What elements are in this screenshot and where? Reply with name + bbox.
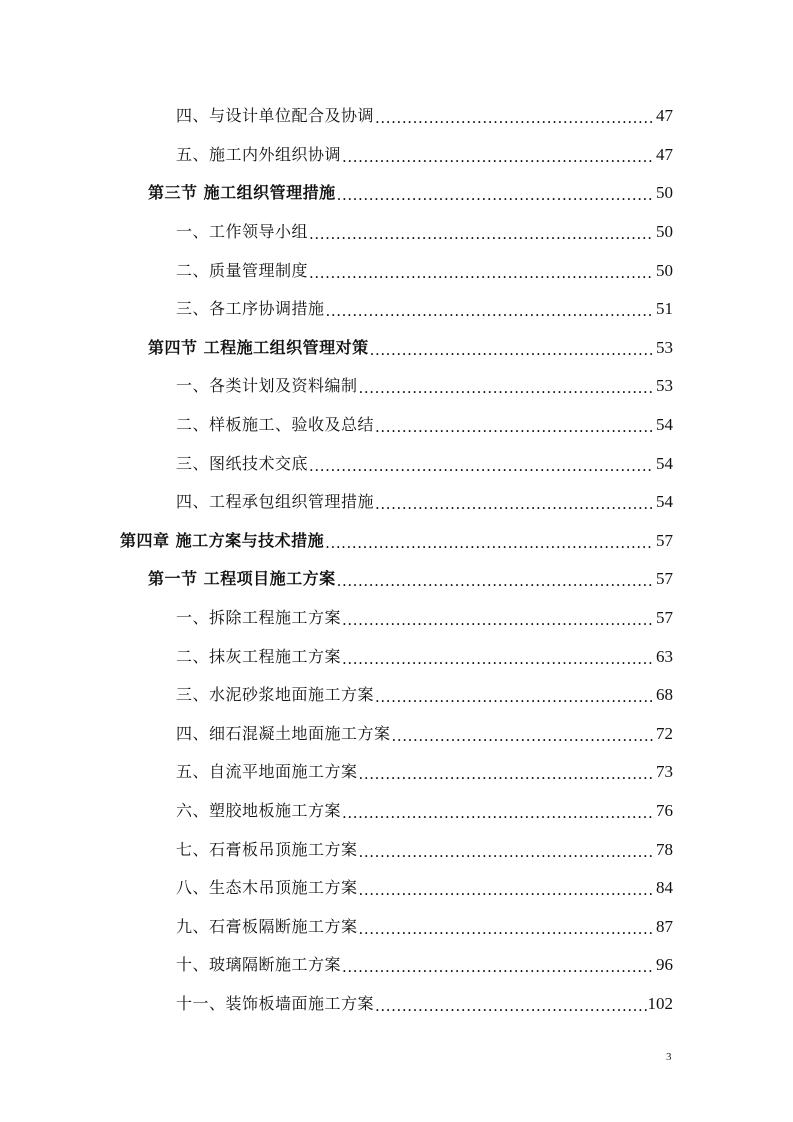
toc-entry-page: 63 [656,646,673,666]
toc-entry-page: 68 [656,685,673,705]
toc-entry-title: 第四章 施工方案与技术措施 [120,530,325,550]
toc-entry-title: 二、质量管理制度 [176,260,309,280]
toc-dot-leader [342,803,654,823]
toc-entry-page: 54 [656,492,673,512]
toc-entry-page: 57 [656,530,673,550]
toc-dot-leader [359,880,654,900]
toc-dot-leader [342,957,654,977]
toc-entry-page: 47 [656,144,673,164]
toc-entry-page: 84 [656,878,673,898]
toc-dot-leader [375,494,654,514]
toc-section-heading[interactable] [0,329,793,368]
toc-dot-leader [359,842,654,862]
toc-dot-leader [309,456,654,476]
toc-entry-title: 二、抹灰工程施工方案 [176,646,342,666]
toc-chapter-heading[interactable] [0,522,793,561]
toc-dot-leader [337,185,654,205]
toc-entry-title: 十一、装饰板墙面施工方案 [176,993,375,1013]
toc-entry-title: 三、各工序协调措施 [176,299,325,319]
toc-entry-title: 八、生态木吊顶施工方案 [176,878,358,898]
toc-entry-page: 53 [656,337,673,357]
toc-dot-leader [375,996,646,1016]
toc-entry-title: 第一节 工程项目施工方案 [148,569,336,589]
toc-entry-page: 51 [656,299,673,319]
toc-entry[interactable] [0,715,793,754]
toc-entry-page: 96 [656,955,673,975]
toc-entry-page: 73 [656,762,673,782]
page-number: 3 [666,1051,672,1063]
toc-dot-leader [342,649,654,669]
toc-entry[interactable] [0,406,793,445]
toc-entry[interactable] [0,444,793,483]
toc-entry-title: 四、与设计单位配合及协调 [176,106,375,126]
toc-entry-page: 78 [656,839,673,859]
toc-entry[interactable] [0,637,793,676]
toc-dot-leader [375,417,654,437]
toc-entry-title: 五、自流平地面施工方案 [176,762,358,782]
toc-entry-title: 三、图纸技术交底 [176,453,309,473]
toc-entry-title: 四、细石混凝土地面施工方案 [176,723,391,743]
toc-dot-leader [342,610,654,630]
toc-entry-title: 一、工作领导小组 [176,222,309,242]
toc-entry-page: 47 [656,106,673,126]
toc-entry[interactable] [0,213,793,252]
toc-entry-page: 50 [656,183,673,203]
toc-dot-leader [375,687,654,707]
toc-section-heading[interactable] [0,560,793,599]
toc-entry-page: 57 [656,569,673,589]
toc-entry-title: 一、各类计划及资料编制 [176,376,358,396]
toc-entry-page: 72 [656,723,673,743]
toc-entry-title: 四、工程承包组织管理措施 [176,492,375,512]
toc-entry-title: 一、拆除工程施工方案 [176,608,342,628]
toc-entry[interactable] [0,599,793,638]
toc-entry-title: 二、样板施工、验收及总结 [176,415,375,435]
toc-entry-title: 第三节 施工组织管理措施 [148,183,336,203]
toc-entry-page: 54 [656,415,673,435]
toc-entry-title: 三、水泥砂浆地面施工方案 [176,685,375,705]
toc-dot-leader [392,726,654,746]
toc-entry[interactable] [0,483,793,522]
table-of-contents [0,97,793,1023]
toc-dot-leader [337,571,654,591]
toc-dot-leader [375,108,654,128]
toc-entry-page: 54 [656,453,673,473]
toc-dot-leader [342,147,654,167]
toc-entry-title: 第四节 工程施工组织管理对策 [148,337,369,357]
toc-dot-leader [309,263,654,283]
toc-entry[interactable] [0,907,793,946]
toc-entry-title: 十、玻璃隔断施工方案 [176,955,342,975]
toc-entry-page: 87 [656,916,673,936]
toc-dot-leader [359,919,654,939]
toc-entry[interactable] [0,792,793,831]
toc-entry-page: 76 [656,800,673,820]
toc-entry-title: 七、石膏板吊顶施工方案 [176,839,358,859]
toc-entry[interactable] [0,753,793,792]
toc-entry[interactable] [0,985,793,1024]
toc-entry-title: 九、石膏板隔断施工方案 [176,916,358,936]
toc-entry[interactable] [0,136,793,175]
toc-entry[interactable] [0,97,793,136]
toc-entry[interactable] [0,830,793,869]
toc-entry-title: 五、施工内外组织协调 [176,144,342,164]
toc-entry[interactable] [0,946,793,985]
toc-entry[interactable] [0,676,793,715]
toc-entry[interactable] [0,869,793,908]
toc-entry[interactable] [0,367,793,406]
toc-entry-page: 102 [647,993,673,1013]
toc-entry-page: 50 [656,222,673,242]
toc-entry-page: 50 [656,260,673,280]
toc-dot-leader [325,533,654,553]
toc-entry[interactable] [0,251,793,290]
toc-section-heading[interactable] [0,174,793,213]
toc-entry-page: 53 [656,376,673,396]
toc-dot-leader [326,301,654,321]
toc-entry[interactable] [0,290,793,329]
toc-dot-leader [359,764,654,784]
toc-entry-page: 57 [656,608,673,628]
toc-dot-leader [359,378,654,398]
toc-entry-title: 六、塑胶地板施工方案 [176,800,342,820]
toc-dot-leader [309,224,654,244]
toc-dot-leader [370,340,654,360]
